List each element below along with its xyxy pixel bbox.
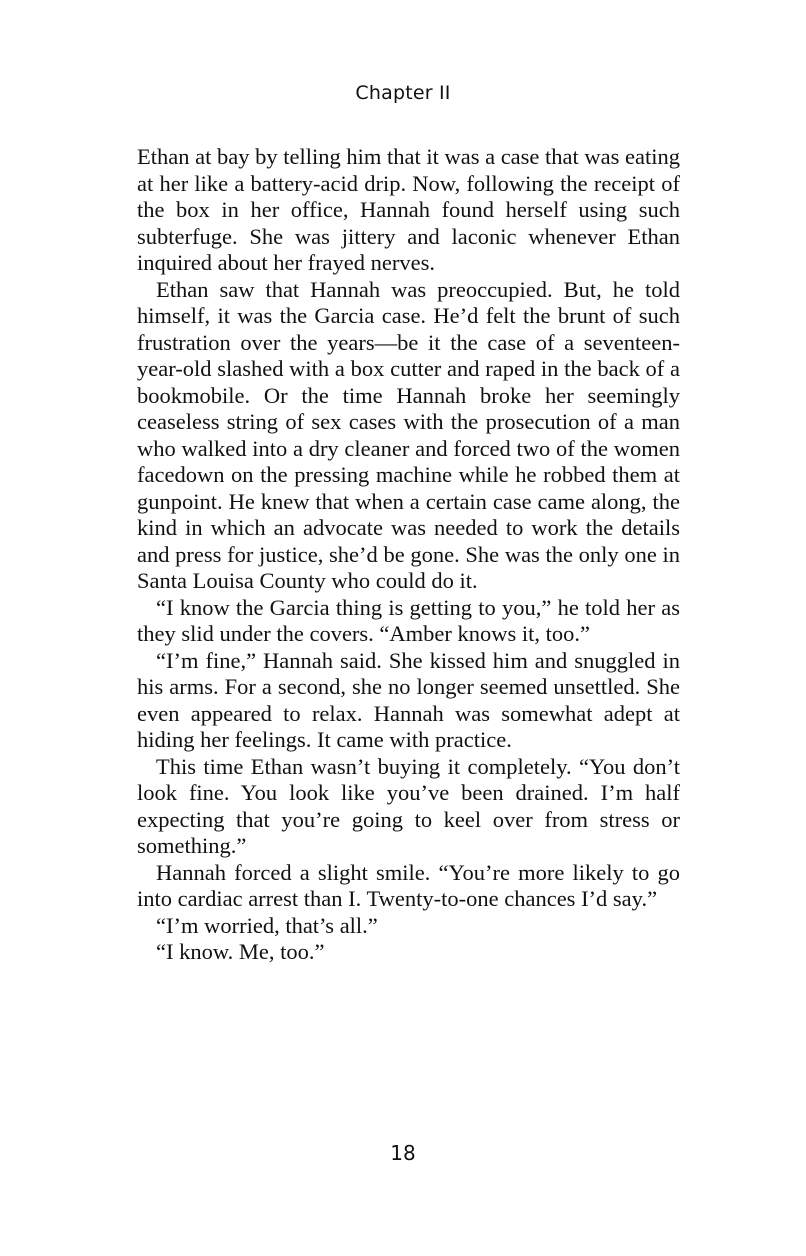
paragraph: Hannah forced a slight smile. “You’re more likely to go into cardiac arrest than I. Twenty-to-one chances I’d say.”: [137, 859, 680, 911]
paragraph: “I know. Me, too.”: [156, 939, 325, 964]
paragraph: “I know the Garcia thing is getting to you,” he told her as they slid under the covers. “Amber knows it, too.”: [137, 594, 680, 646]
page-number: 18: [390, 1141, 416, 1165]
paragraph-continued: Ethan at bay by telling him that it was a case that was eating at her like a battery-acid drip. Now, following the receipt of the box in her office, Hannah found herself using such subterfuge. She was jittery and laconic whenever Ethan inquired about her frayed nerves.: [137, 144, 680, 275]
paragraph: “I’m fine,” Hannah said. She kissed him and snuggled in his arms. For a second, she no longer seemed unsettled. She even appeared to relax. Hannah was somewhat adept at hiding her feelings. It came with practice.: [137, 647, 680, 752]
body-text: [137, 144, 680, 966]
paragraph: Ethan saw that Hannah was preoccupied. But, he told himself, it was the Garcia case. He’d felt the brunt of such frustration over the years—be it the case of a seventeen-year-old slashed with a box cutter and raped in the back of a bookmobile. Or the time Hannah broke her seemingly ceaseless string of sex cases with the prosecution of a man who walked into a dry cleaner and forced two of the women facedown on the pressing machine while he robbed them at gunpoint. He knew that when a certain case came along, the kind in which an advocate was needed to work the details and press for justice, she’d be gone. She was the only one in Santa Louisa County who could do it.: [137, 276, 680, 593]
paragraph: “I’m worried, that’s all.”: [156, 912, 378, 938]
running-head: Chapter II: [355, 82, 451, 104]
paragraph: This time Ethan wasn’t buying it completely. “You don’t look fine. You look like you’ve been drained. I’m half expecting that you’re going to keel over from stress or something.”: [137, 753, 680, 858]
